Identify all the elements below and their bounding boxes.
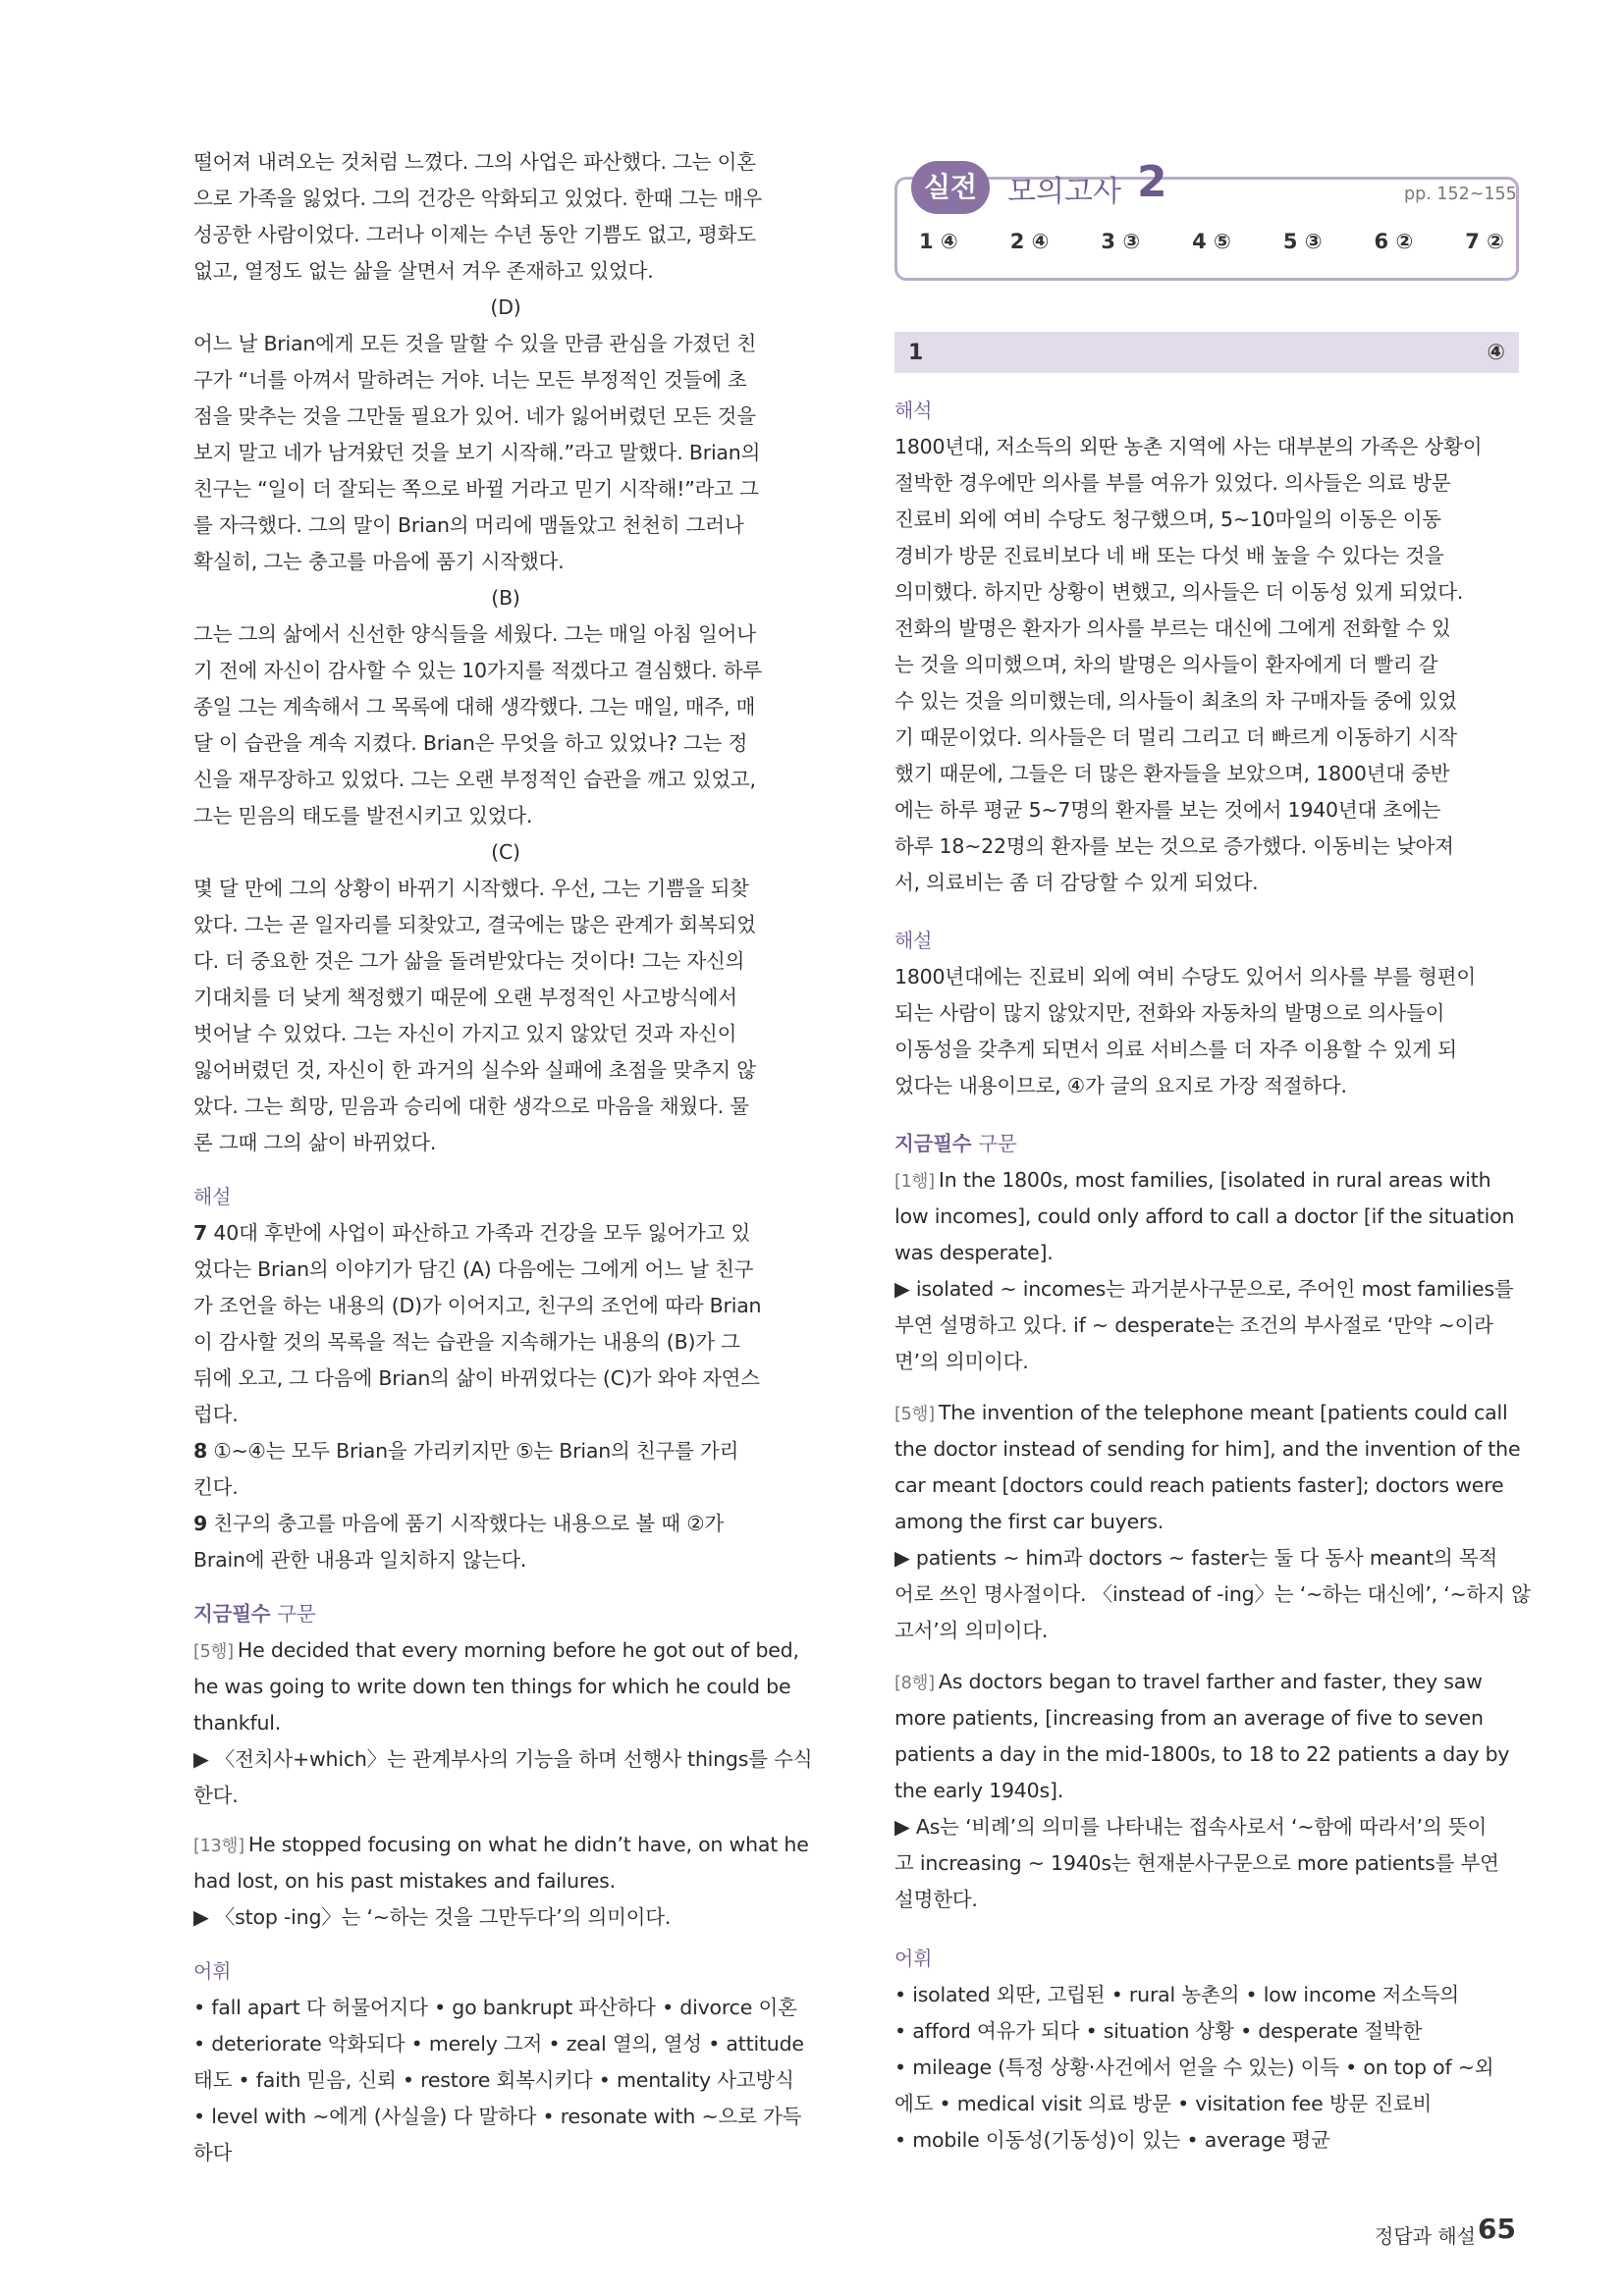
gumun-heading <box>894 1131 1523 1156</box>
gumun-line: he was going to write down ten things for which he could be <box>193 1675 791 1698</box>
paragraph-marker-c: (C) <box>491 840 520 864</box>
gumun-line: 한다. <box>193 1784 239 1807</box>
answer-item: 4 ⑤ <box>1192 230 1231 253</box>
haesul-line <box>193 1220 818 1246</box>
haesul-line: 었다는 Brian의 이야기가 담긴 (A) 다음에는 그에게 어느 날 친구 <box>193 1257 754 1281</box>
gumun-line: ▶ 〈전치사+which〉는 관계부사의 기능을 하며 선행사 things를 수식 <box>193 1747 813 1771</box>
vocab-line: 하다 <box>193 2141 233 2164</box>
gumun-line: car meant [doctors could reach patients faster]; doctors were <box>894 1473 1504 1497</box>
gumun-line: ▶ 〈stop -ing〉는 ‘~하는 것을 그만두다’의 의미이다. <box>193 1905 672 1929</box>
haesul-line: 이동성을 갖추게 되면서 의료 서비스를 더 자주 이용할 수 있게 되 <box>894 1038 1457 1061</box>
vocab-line: • mobile 이동성(기동성)이 있는 • average 평균 <box>894 2128 1330 2152</box>
gumun-line: among the first car buyers. <box>894 1510 1164 1533</box>
story-line: 으로 가족을 잃었다. 그의 건강은 악화되고 있었다. 한때 그는 매우 <box>193 187 763 210</box>
gumun-text: As doctors began to travel farther and faster, they saw <box>938 1670 1483 1693</box>
gumun-line: 고 increasing ~ 1940s는 현재분사구문으로 more patients를 부연 <box>894 1851 1499 1875</box>
story-line: 기대치를 더 낮게 책정했기 때문에 오랜 부정적인 사고방식에서 <box>193 986 737 1009</box>
gumun-line: ▶ isolated ~ incomes는 과거분사구문으로, 주어인 most families를 <box>894 1277 1514 1301</box>
gumun-line: 부연 설명하고 있다. if ~ desperate는 조건의 부사절로 ‘만약 ~이라 <box>894 1313 1493 1337</box>
story-line: 떨어져 내려오는 것처럼 느꼈다. 그의 사업은 파산했다. 그는 이혼 <box>193 150 756 174</box>
haesul-line: 럽다. <box>193 1403 239 1426</box>
haeseok-line: 하루 18~22명의 환자를 보는 것으로 증가했다. 이동비는 낮아져 <box>894 834 1454 858</box>
story-line: 친구는 “일이 더 잘되는 쪽으로 바뀔 거라고 믿기 시작해!”라고 그 <box>193 477 759 501</box>
haeseok-line: 경비가 방문 진료비보다 네 배 또는 다섯 배 높을 수 있다는 것을 <box>894 544 1444 567</box>
story-line: 몇 달 만에 그의 상황이 바뀌기 시작했다. 우선, 그는 기쁨을 되찾 <box>193 877 749 900</box>
story-line: 점을 맞추는 것을 그만둘 필요가 있어. 네가 잃어버렸던 모든 것을 <box>193 404 756 428</box>
haeseok-line: 는 것을 의미했으며, 차의 발명은 의사들이 환자에게 더 빨리 갈 <box>894 653 1438 676</box>
gumun-line <box>193 1637 818 1665</box>
line-ref: [5행] <box>894 1405 935 1424</box>
haesul-heading: 해설 <box>894 929 933 952</box>
story-line: 잃어버렸던 것, 자신이 한 과거의 실수와 실패에 초점을 맞추지 않 <box>193 1058 756 1082</box>
gumun-line: the early 1940s]. <box>894 1779 1064 1802</box>
paragraph-marker-b: (B) <box>491 586 520 610</box>
answer-item: 6 ② <box>1374 230 1414 253</box>
line-ref: [1행] <box>894 1172 935 1192</box>
question-number: 1 <box>908 340 924 365</box>
gumun-line: 면’의 의미이다. <box>894 1350 1029 1373</box>
story-line: 았다. 그는 곧 일자리를 되찾았고, 결국에는 많은 관계가 회복되었 <box>193 913 756 936</box>
haeseok-line: 진료비 외에 여비 수당도 청구했으며, 5~10마일의 이동은 이동 <box>894 507 1441 531</box>
story-line: 론 그때 그의 삶이 바뀌었다. <box>193 1131 437 1154</box>
question-answer: ④ <box>1487 340 1505 365</box>
line-ref: [5행] <box>193 1642 234 1662</box>
gumun-line <box>894 1400 1523 1427</box>
haeseok-line: 에는 하루 평균 5~7명의 환자를 보는 것에서 1940년대 초에는 <box>894 798 1441 822</box>
gumun-text: The invention of the telephone meant [patients could call <box>938 1401 1508 1424</box>
haesul-line: 이 감사할 것의 목록을 적는 습관을 지속해가는 내용의 (B)가 그 <box>193 1330 740 1354</box>
page-number: 65 <box>1478 2213 1516 2245</box>
item-number: 7 <box>193 1221 208 1245</box>
story-line: 았다. 그는 희망, 믿음과 승리에 대한 생각으로 마음을 채웠다. 물 <box>193 1095 749 1118</box>
vocab-line: • mileage (특정 상황·사건에서 얻을 수 있는) 이득 • on top of ~외 <box>894 2056 1494 2079</box>
vocab-line: 태도 • faith 믿음, 신뢰 • restore 회복시키다 • mentality 사고방식 <box>193 2068 794 2092</box>
haesul-line <box>193 1511 818 1536</box>
story-line: 어느 날 Brian에게 모든 것을 말할 수 있을 만큼 관심을 가졌던 친 <box>193 332 757 355</box>
haesul-line: 었다는 내용이므로, ④가 글의 요지로 가장 적절하다. <box>894 1074 1347 1097</box>
gumun-heading-light: 구문 <box>277 1602 316 1626</box>
haeseok-line: 수 있는 것을 의미했는데, 의사들이 최초의 차 구매자들 중에 있었 <box>894 689 1457 713</box>
answer-item: 1 ④ <box>919 230 958 253</box>
gumun-line <box>894 1167 1523 1195</box>
haesul-line: 되는 사람이 많지 않았지만, 전화와 자동차의 발명으로 의사들이 <box>894 1001 1445 1025</box>
vocab-line: • fall apart 다 허물어지다 • go bankrupt 파산하다 • divorce 이혼 <box>193 1996 797 2019</box>
answer-item: 5 ③ <box>1282 230 1323 253</box>
vocab-line: 에도 • medical visit 의료 방문 • visitation fee 방문 진료비 <box>894 2092 1433 2115</box>
haeseok-heading: 해석 <box>894 399 933 422</box>
mock-test-title: 모의고사 <box>1007 175 1121 209</box>
story-line: 신을 재무장하고 있었다. 그는 오랜 부정적인 습관을 깨고 있었고, <box>193 768 756 791</box>
vocab-heading: 어휘 <box>894 1947 933 1970</box>
item-number: 8 <box>193 1439 208 1463</box>
story-line: 성공한 사람이었다. 그러나 이제는 수년 동안 기쁨도 없고, 평화도 <box>193 223 756 246</box>
haesul-text: 40대 후반에 사업이 파산하고 가족과 건강을 모두 잃어가고 있 <box>213 1221 751 1245</box>
gumun-heading-bold: 지금필수 <box>894 1132 972 1155</box>
haesul-line: 킨다. <box>193 1475 239 1499</box>
answer-item: 3 ③ <box>1101 230 1141 253</box>
story-line: 달 이 습관을 계속 지켰다. Brian은 무엇을 하고 있었나? 그는 정 <box>193 731 748 755</box>
gumun-heading-bold: 지금필수 <box>193 1602 271 1626</box>
haesul-line: 1800년대에는 진료비 외에 여비 수당도 있어서 의사를 부를 형편이 <box>894 965 1476 988</box>
gumun-text: In the 1800s, most families, [isolated in rural areas with <box>938 1168 1491 1192</box>
story-line: 보지 말고 네가 남겨왔던 것을 보기 시작해.”라고 말했다. Brian의 <box>193 441 761 464</box>
gumun-text: He decided that every morning before he got out of bed, <box>237 1638 799 1662</box>
haesul-heading: 해설 <box>193 1185 232 1208</box>
story-line: 없고, 열정도 없는 삶을 살면서 겨우 존재하고 있었다. <box>193 259 654 283</box>
story-line: 종일 그는 계속해서 그 목록에 대해 생각했다. 그는 매일, 매주, 매 <box>193 695 756 719</box>
gumun-line: was desperate]. <box>894 1241 1054 1264</box>
story-line: 구가 “너를 아껴서 말하려는 거야. 너는 모든 부정적인 것들에 초 <box>193 368 747 392</box>
haeseok-line: 서, 의료비는 좀 더 감당할 수 있게 되었다. <box>894 871 1259 894</box>
gumun-line: thankful. <box>193 1711 282 1735</box>
gumun-line: low incomes], could only afford to call a doctor [if the situation <box>894 1204 1515 1228</box>
vocab-heading: 어휘 <box>193 1959 232 1983</box>
gumun-line <box>193 1832 818 1859</box>
story-line: 확실히, 그는 충고를 마음에 품기 시작했다. <box>193 550 565 573</box>
haeseok-line: 1800년대, 저소득의 외딴 농촌 지역에 사는 대부분의 가족은 상황이 <box>894 435 1483 458</box>
haeseok-line: 의미했다. 하지만 상황이 변했고, 의사들은 더 이동성 있게 되었다. <box>894 580 1464 604</box>
footer-label: 정답과 해설 <box>1375 2224 1476 2248</box>
gumun-line: the doctor instead of sending for him], and the invention of the <box>894 1437 1521 1461</box>
practice-badge: 실전 <box>911 161 990 214</box>
gumun-line: had lost, on his past mistakes and failures. <box>193 1869 616 1893</box>
gumun-line <box>894 1669 1523 1696</box>
page-reference: pp. 152~155 <box>1404 185 1517 204</box>
line-ref: [8행] <box>894 1674 935 1693</box>
haeseok-line: 전화의 발명은 환자가 의사를 부르는 대신에 그에게 전화할 수 있 <box>894 616 1451 640</box>
paragraph-marker-d: (D) <box>490 295 521 319</box>
gumun-line: 설명한다. <box>894 1888 978 1911</box>
haesul-line <box>193 1438 818 1464</box>
gumun-line: more patients, [increasing from an average of five to seven <box>894 1706 1484 1730</box>
gumun-text: He stopped focusing on what he didn’t have, on what he <box>247 1833 809 1856</box>
gumun-heading <box>193 1601 818 1627</box>
haesul-line: Brain에 관한 내용과 일치하지 않는다. <box>193 1548 527 1572</box>
haesul-line: 뒤에 오고, 그 다음에 Brian의 삶이 바뀌었다는 (C)가 와야 자연스 <box>193 1366 760 1390</box>
gumun-line: ▶ patients ~ him과 doctors ~ faster는 둘 다 동사 meant의 목적 <box>894 1546 1498 1570</box>
answer-item: 7 ② <box>1465 230 1504 253</box>
story-line: 기 전에 자신이 감사할 수 있는 10가지를 적겠다고 결심했다. 하루 <box>193 659 762 682</box>
line-ref: [13행] <box>193 1837 244 1856</box>
answer-item: 2 ④ <box>1009 230 1050 253</box>
gumun-line: ▶ As는 ‘비례’의 의미를 나타내는 접속사로서 ‘~함에 따라서’의 뜻이 <box>894 1815 1488 1839</box>
answer-list <box>919 230 1504 253</box>
mock-test-number: 2 <box>1137 157 1167 207</box>
haeseok-line: 기 때문이었다. 의사들은 더 멀리 그리고 더 빠르게 이동하기 시작 <box>894 725 1457 749</box>
haesul-text: ①~④는 모두 Brian을 가리키지만 ⑤는 Brian의 친구를 가리 <box>213 1439 739 1463</box>
gumun-line: 고서’의 의미이다. <box>894 1619 1049 1642</box>
haesul-text: 친구의 충고를 마음에 품기 시작했다는 내용으로 볼 때 ②가 <box>213 1512 724 1535</box>
story-line: 다. 더 중요한 것은 그가 삶을 돌려받았다는 것이다! 그는 자신의 <box>193 949 745 973</box>
haeseok-line: 했기 때문에, 그들은 더 많은 환자들을 보았으며, 1800년대 중반 <box>894 762 1450 785</box>
gumun-heading-light: 구문 <box>978 1132 1017 1155</box>
haeseok-line: 절박한 경우에만 의사를 부를 여유가 있었다. 의사들은 의료 방문 <box>894 471 1451 495</box>
story-line: 를 자극했다. 그의 말이 Brian의 머리에 맴돌았고 천천히 그러나 <box>193 513 744 537</box>
vocab-line: • deteriorate 악화되다 • merely 그저 • zeal 열의, 열성 • attitude <box>193 2032 804 2056</box>
item-number: 9 <box>193 1512 208 1535</box>
gumun-line: patients a day in the mid-1800s, to 18 to 22 patients a day by <box>894 1742 1510 1766</box>
question-bar <box>894 332 1519 373</box>
story-line: 벗어날 수 있었다. 그는 자신이 가지고 있지 않았던 것과 자신이 <box>193 1022 737 1045</box>
story-line: 그는 그의 삶에서 신선한 양식들을 세웠다. 그는 매일 아침 일어나 <box>193 622 756 646</box>
vocab-line: • afford 여유가 되다 • situation 상황 • desperate 절박한 <box>894 2019 1423 2043</box>
gumun-line: 어로 쓰인 명사절이다. 〈instead of -ing〉는 ‘~하는 대신에’, ‘~하지 않 <box>894 1582 1531 1606</box>
vocab-line: • isolated 외딴, 고립된 • rural 농촌의 • low income 저소득의 <box>894 1983 1460 2006</box>
story-line: 그는 믿음의 태도를 발전시키고 있었다. <box>193 804 533 828</box>
haesul-line: 가 조언을 하는 내용의 (D)가 이어지고, 친구의 조언에 따라 Brian <box>193 1294 762 1317</box>
vocab-line: • level with ~에게 (사실을) 다 말하다 • resonate with ~으로 가득 <box>193 2105 802 2128</box>
